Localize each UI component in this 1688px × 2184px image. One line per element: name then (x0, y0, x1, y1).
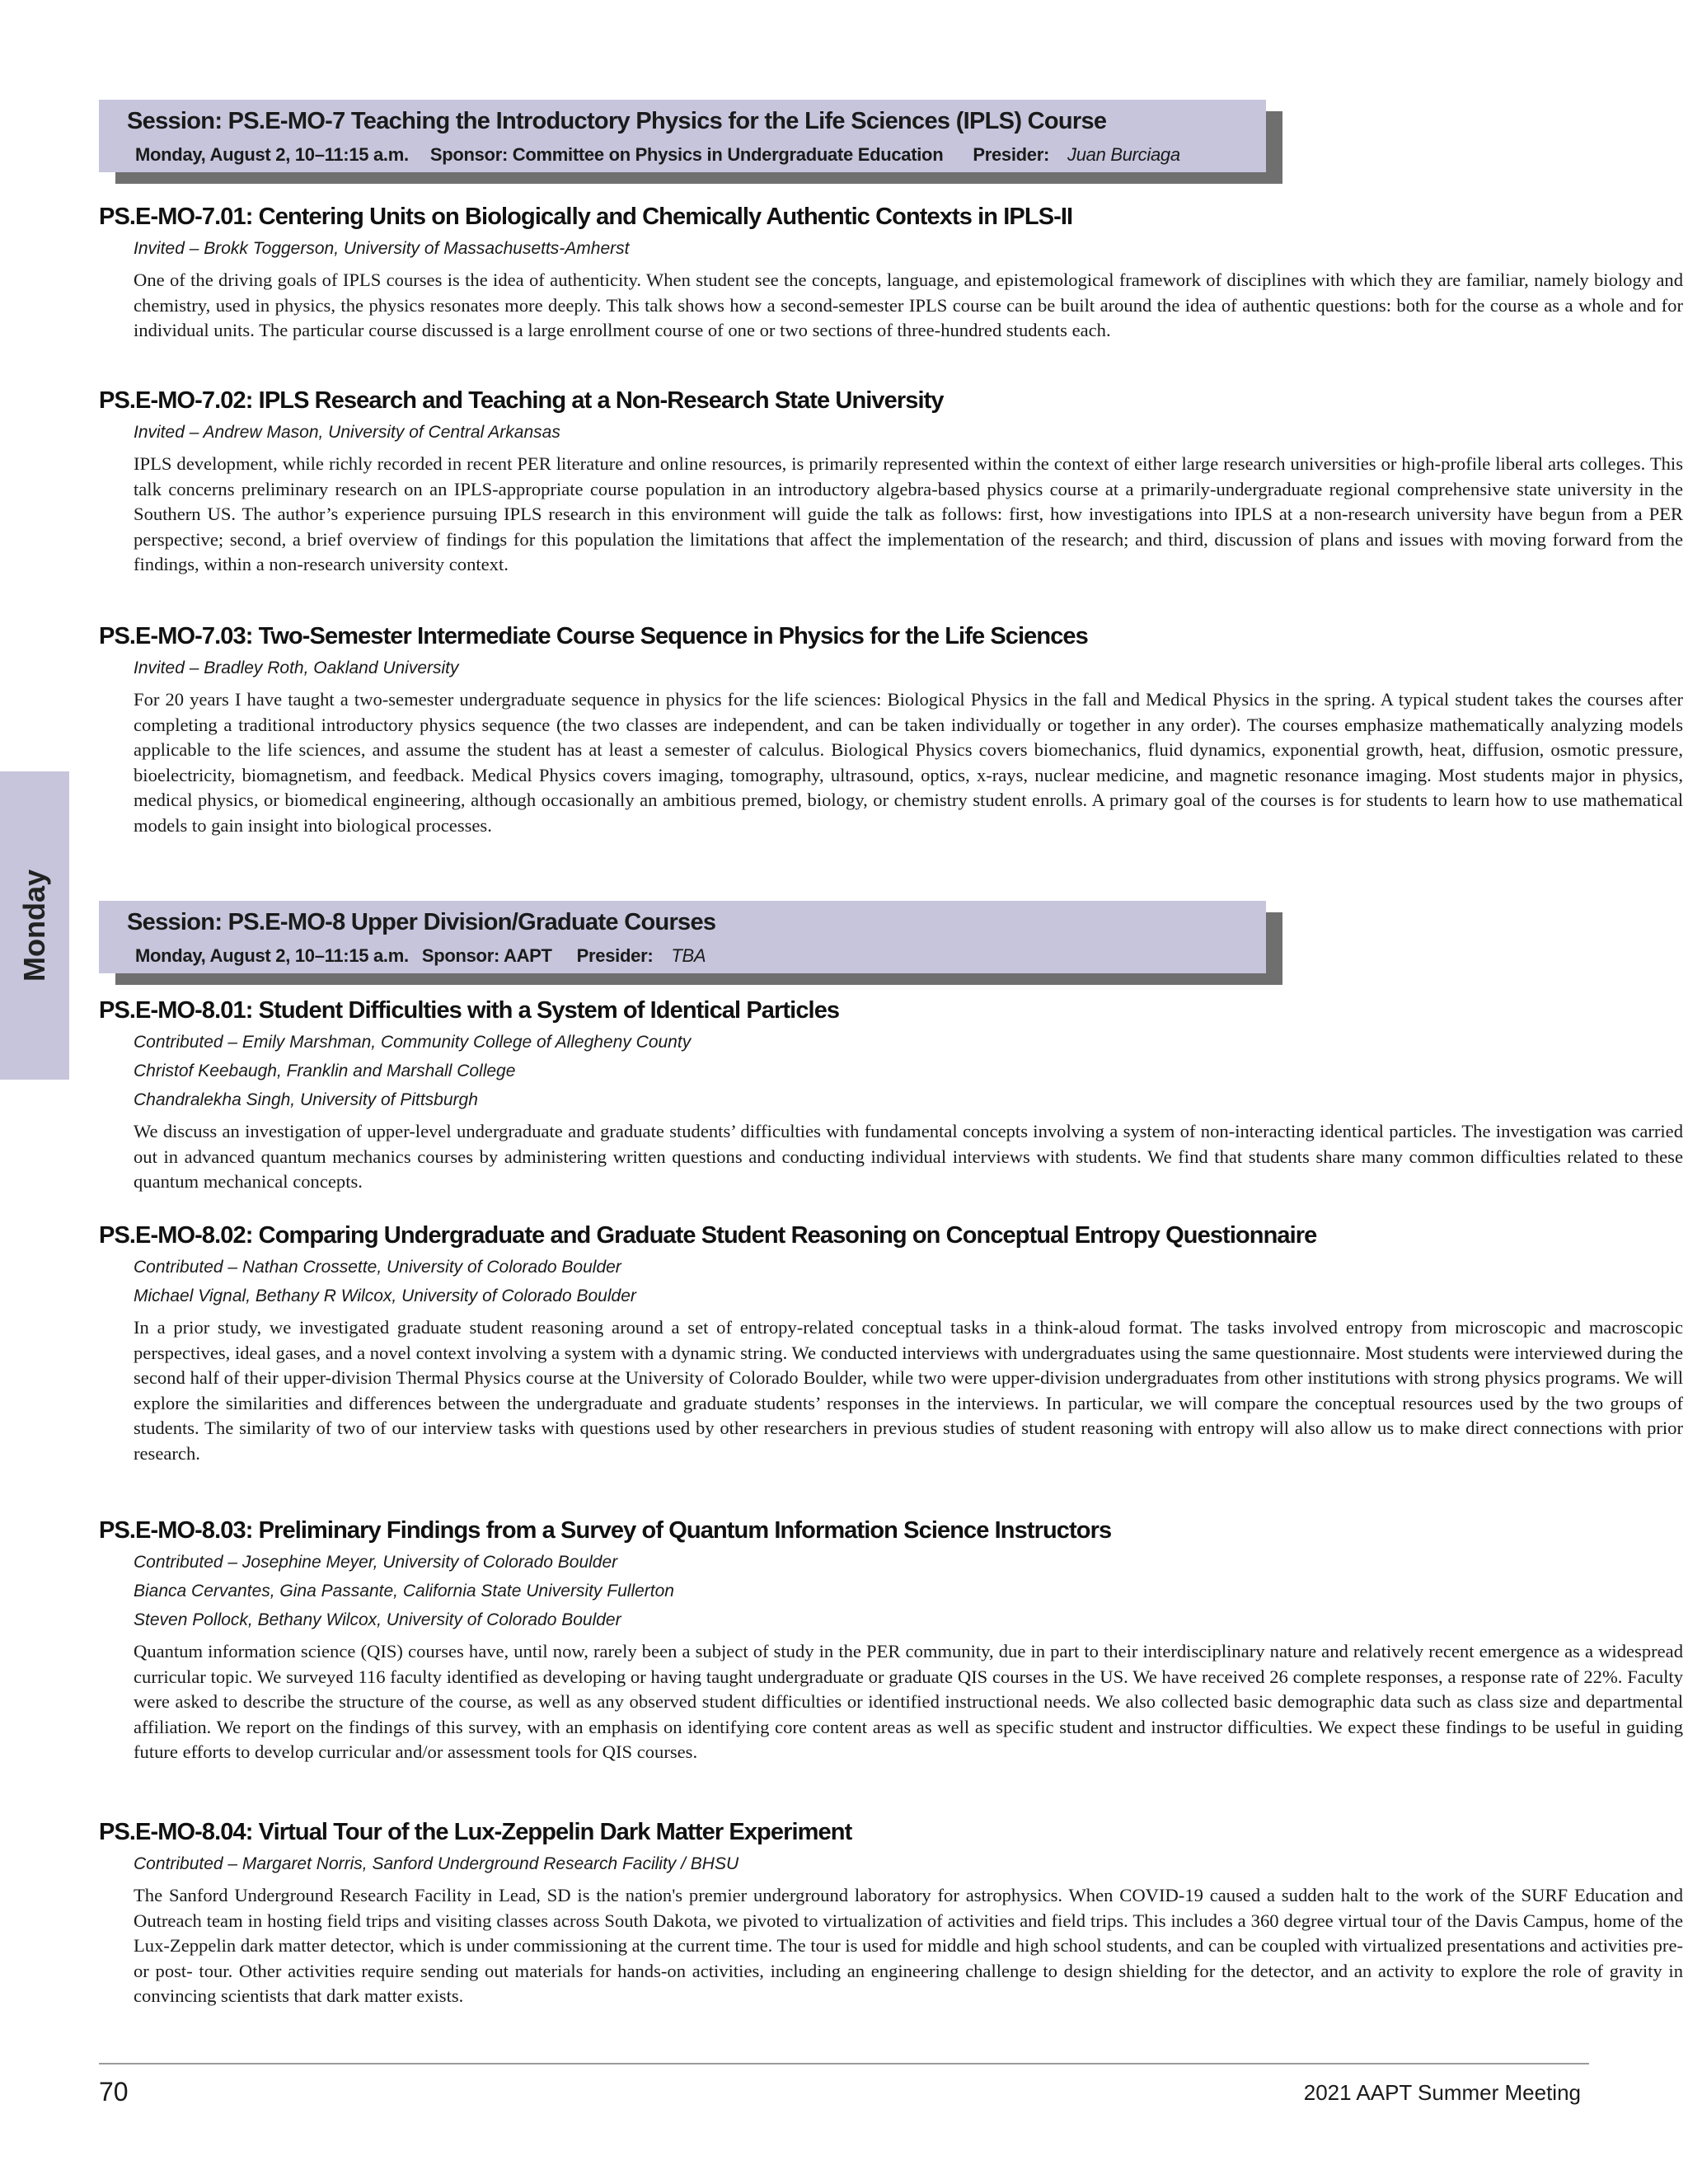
abstract-body (134, 1883, 1683, 2009)
session-sponsor: Sponsor: Committee on Physics in Undergraduate Education (429, 144, 944, 165)
abstract-author: Christof Keebaugh, Franklin and Marshall College (134, 1062, 516, 1080)
abstract-body (134, 1119, 1683, 1195)
abstract-body (134, 268, 1683, 344)
session-title: Session: PS.E-MO-8 Upper Division/Graduate Courses (127, 909, 716, 935)
abstract-8-02 (99, 1222, 1683, 1466)
session-header-box (99, 100, 1266, 172)
abstract-author: Chandralekha Singh, University of Pittsburgh (134, 1090, 478, 1109)
abstract-author: Bianca Cervantes, Gina Passante, California State University Fullerton (134, 1582, 674, 1601)
abstract-title: PS.E-MO-8.03: Preliminary Findings from a Survey of Quantum Information Science Instructors (99, 1517, 1112, 1544)
day-side-tab-label: Monday (17, 869, 52, 982)
abstract-body-text: For 20 years I have taught a two-semester undergraduate sequence in physics for the life sciences: Biological Physics in the fall and Medical Physics in the spring. A typical student takes the courses after completing a traditional introductory physics sequence (the two classes are independent, and can be taken individually or together in any order). The courses emphasize mathematically analyzing models applicable to the life sciences, and assume the student has at least a semester of calculus. Biological Physics covers biomechanics, fluid dynamics, exponential growth, heat, diffusion, osmotic pressure, bioelectricity, biomagnetism, and feedback. Medical Physics covers imaging, tomography, ultrasound, optics, x-rays, nuclear medicine, and magnetic resonance imaging. Most students major in physics, medical physics, or biomedical engineering, although occasionally an ambitious premed, biology, or chemistry student enrolls. A primary goal of the courses is for students to learn how to use mathematical models to gain insight into biological processes. (134, 689, 1683, 836)
abstract-title: PS.E-MO-8.01: Student Difficulties with a System of Identical Particles (99, 997, 840, 1024)
page-number: 70 (99, 2077, 129, 2107)
abstract-8-01 (99, 997, 1683, 1195)
session-header (99, 901, 1266, 973)
abstract-author: Contributed – Emily Marshman, Community College of Allegheny County (134, 1033, 692, 1052)
abstract-body-text: In a prior study, we investigated graduate student reasoning around a set of entropy-related conceptual tasks in a think-aloud format. The tasks involved entropy from microscopic and macroscopic perspectives, ideal gases, and a novel context involving a system with a dynamic string. We conducted interviews with undergraduates using the same questionnaire. Most students were interviewed during the second half of their upper-division Thermal Physics course at the University of Colorado Boulder, while two were upper-division undergraduates from other institutions with strong physics programs. We will explore the similarities and differences between the undergraduate and graduate students’ responses in the interviews. In particular, we will compare the conceptual resources used by the two groups of students. The similarity of two of our interview tasks with questions used by other researchers in previous studies of student reasoning with entropy will also allow us to make direct connections with prior research. (134, 1317, 1683, 1464)
abstract-body-text: The Sanford Underground Research Facility in Lead, SD is the nation's premier underground laboratory for astrophysics. When COVID-19 caused a sudden halt to the work of the SURF Education and Outreach team in hosting field trips and visiting classes across South Dakota, we pivoted to virtualization of activities and field trips. This includes a 360 degree virtual tour of the Davis Campus, home of the Lux-Zeppelin dark matter detector, which is under commissioning at the current time. The tour is used for middle and high school students, and can be coupled with virtualized presentations and activities pre- or post- tour. Other activities require sending out materials for hands-on activities, including an engineering challenge to design shielding for the detector, and an activity to explore the role of gravity in convincing scientists that dark matter exists. (134, 1885, 1683, 2006)
abstract-author: Contributed – Margaret Norris, Sanford Underground Research Facility / BHSU (134, 1854, 739, 1873)
session-presider-label: Presider: (973, 144, 1050, 165)
abstract-title: PS.E-MO-7.02: IPLS Research and Teaching at a Non-Research State University (99, 387, 944, 414)
abstract-7-02 (99, 387, 1683, 578)
abstract-title: PS.E-MO-8.02: Comparing Undergraduate and Graduate Student Reasoning on Conceptual Entropy Questionnaire (99, 1222, 1317, 1249)
abstract-body (134, 687, 1683, 838)
abstract-body (134, 1315, 1683, 1466)
session-presider-label: Presider: (576, 945, 654, 966)
session-presider: TBA (671, 945, 706, 966)
abstract-author: Contributed – Nathan Crossette, University of Colorado Boulder (134, 1258, 621, 1277)
session-meta (135, 945, 706, 967)
abstract-body-text: Quantum information science (QIS) courses have, until now, rarely been a subject of study in the PER community, due in part to their interdisciplinary nature and relatively recent emergence as a widespread curricular topic. We surveyed 116 faculty identified as developing or having taught undergraduate or graduate QIS courses in the US. We have received 26 complete responses, a response rate of 22%. Faculty were asked to describe the structure of the course, as well as any observed student difficulties or identified instructional needs. We also collected basic demographic data such as class size and departmental affiliation. We report on the findings of this survey, with an emphasis on identifying core content areas as well as specific student and instructor difficulties. We expect these findings to be useful in guiding future efforts to develop curricular and/or assessment tools for QIS courses. (134, 1641, 1683, 1762)
abstract-title: PS.E-MO-8.04: Virtual Tour of the Lux-Zeppelin Dark Matter Experiment (99, 1819, 852, 1845)
abstract-body-text: We discuss an investigation of upper-level undergraduate and graduate students’ difficulties with fundamental concepts involving a system of non-interacting identical particles. The investigation was carried out in advanced quantum mechanics courses by administering written questions and conducting individual interviews with students. We find that students share many common difficulties related to these quantum mechanical concepts. (134, 1121, 1683, 1192)
session-header-box (99, 901, 1266, 973)
abstract-body (134, 452, 1683, 578)
abstract-author: Invited – Bradley Roth, Oakland University (134, 658, 459, 677)
abstract-7-03 (99, 623, 1683, 838)
footer-rule (99, 2063, 1589, 2064)
day-side-tab (0, 771, 69, 1080)
abstract-author: Invited – Brokk Toggerson, University of Massachusetts-Amherst (134, 239, 630, 258)
session-date: Monday, August 2, 10–11:15 a.m. (135, 144, 409, 165)
session-title: Session: PS.E-MO-7 Teaching the Introductory Physics for the Life Sciences (IPLS) Course (127, 108, 1107, 134)
abstract-title: PS.E-MO-7.03: Two-Semester Intermediate Course Sequence in Physics for the Life Sciences (99, 623, 1088, 649)
session-header (99, 100, 1266, 172)
abstract-8-03 (99, 1517, 1683, 1765)
abstract-author: Contributed – Josephine Meyer, University of Colorado Boulder (134, 1553, 618, 1572)
abstract-author: Michael Vignal, Bethany R Wilcox, University of Colorado Boulder (134, 1286, 636, 1305)
session-sponsor: Sponsor: AAPT (421, 945, 552, 966)
abstract-7-01 (99, 204, 1683, 344)
session-presider: Juan Burciaga (1067, 144, 1180, 165)
session-meta (135, 144, 1180, 166)
abstract-body-text: IPLS development, while richly recorded in recent PER literature and online resources, is primarily represented within the context of either large research universities or high-profile liberal arts colleges. This talk concerns preliminary research on an IPLS-appropriate course population in an introductory algebra-based physics course at a primarily-undergraduate regional comprehensive state university in the Southern US. The author’s experience pursuing IPLS research in this environment will guide the talk as follows: first, how investigations into IPLS at a non-research university have begun from a PER perspective; second, a brief overview of findings for this population the limitations that affect the implementation of the research; and third, discussion of plans and issues with moving forward from the findings, within a non-research university context. (134, 453, 1683, 574)
abstract-author: Steven Pollock, Bethany Wilcox, University of Colorado Boulder (134, 1610, 621, 1629)
abstract-8-04 (99, 1819, 1683, 2009)
abstract-body (134, 1639, 1683, 1765)
abstract-body-text: One of the driving goals of IPLS courses is the idea of authenticity. When student see the concepts, language, and epistemological framework of disciplines with which they are familiar, namely biology and chemistry, used in physics, the physics resonates more deeply. This talk shows how a second-semester IPLS course can be built around the idea of authentic questions: both for the course as a whole and for individual units. The particular course discussed is a large enrollment course of one or two sections of three-hundred students each. (134, 269, 1683, 340)
abstract-author: Invited – Andrew Mason, University of Central Arkansas (134, 423, 560, 442)
session-date: Monday, August 2, 10–11:15 a.m. (135, 945, 409, 966)
abstract-title: PS.E-MO-7.01: Centering Units on Biologically and Chemically Authentic Contexts in IPLS-II (99, 204, 1073, 230)
footer-meeting-name: 2021 AAPT Summer Meeting (1303, 2080, 1581, 2105)
